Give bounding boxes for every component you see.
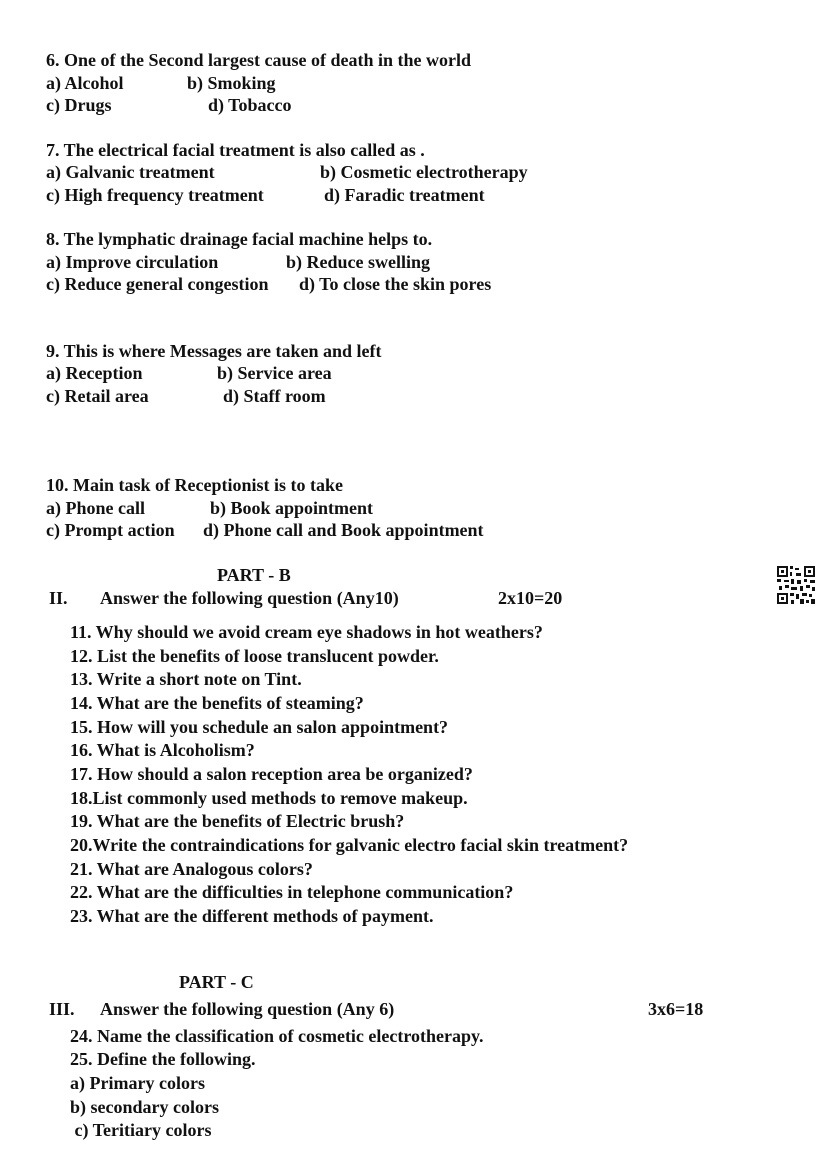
q7-option-a: a) Galvanic treatment [46, 162, 215, 182]
part-c-title: PART - C [179, 972, 254, 992]
part-c-marks: 3x6=18 [648, 999, 704, 1019]
list-item: c) Teritiary colors [70, 1120, 212, 1140]
list-item: 16. What is Alcoholism? [70, 740, 255, 760]
q7-stem: 7. The electrical facial treatment is also called as . [46, 140, 425, 160]
q9-stem: 9. This is where Messages are taken and left [46, 341, 382, 361]
list-item: 23. What are the different methods of payment. [70, 906, 434, 926]
q8-stem: 8. The lymphatic drainage facial machine helps to. [46, 229, 433, 249]
q9-option-d: d) Staff room [223, 386, 326, 406]
q8-option-d: d) To close the skin pores [299, 274, 492, 294]
q8-option-c: c) Reduce general congestion [46, 274, 269, 294]
q8-option-b: b) Reduce swelling [286, 252, 430, 272]
q10-option-c: c) Prompt action [46, 520, 175, 540]
part-b-marks: 2x10=20 [498, 588, 563, 608]
q10-stem: 10. Main task of Receptionist is to take [46, 475, 343, 495]
q7-option-c: c) High frequency treatment [46, 185, 264, 205]
q10-option-d: d) Phone call and Book appointment [203, 520, 484, 540]
part-c-instruction: Answer the following question (Any 6) [100, 999, 395, 1019]
list-item: a) Primary colors [70, 1073, 205, 1093]
q8-option-a: a) Improve circulation [46, 252, 219, 272]
q7-option-b: b) Cosmetic electrotherapy [320, 162, 528, 182]
q9-option-b: b) Service area [217, 363, 332, 383]
part-c-roman: III. [49, 999, 75, 1019]
list-item: 19. What are the benefits of Electric brush? [70, 811, 405, 831]
list-item: b) secondary colors [70, 1097, 219, 1117]
list-item: 20.Write the contraindications for galvanic electro facial skin treatment? [70, 835, 629, 855]
list-item: 13. Write a short note on Tint. [70, 669, 302, 689]
q6-option-a: a) Alcohol [46, 73, 124, 93]
list-item: 22. What are the difficulties in telephone communication? [70, 882, 514, 902]
q10-option-a: a) Phone call [46, 498, 145, 518]
q9-option-c: c) Retail area [46, 386, 149, 406]
part-b-instruction: Answer the following question (Any10) [100, 588, 399, 608]
part-b-roman: II. [49, 588, 68, 608]
q6-stem: 6. One of the Second largest cause of death in the world [46, 50, 471, 70]
q6-option-b: b) Smoking [187, 73, 276, 93]
q10-option-b: b) Book appointment [210, 498, 374, 518]
qr-code-icon [776, 565, 816, 605]
list-item: 11. Why should we avoid cream eye shadows in hot weathers? [70, 622, 543, 642]
list-item: 17. How should a salon reception area be organized? [70, 764, 473, 784]
list-item: 25. Define the following. [70, 1049, 256, 1069]
list-item: 14. What are the benefits of steaming? [70, 693, 364, 713]
q6-option-c: c) Drugs [46, 95, 112, 115]
q6-option-d: d) Tobacco [208, 95, 292, 115]
list-item: 15. How will you schedule an salon appointment? [70, 717, 449, 737]
list-item: 24. Name the classification of cosmetic electrotherapy. [70, 1026, 484, 1046]
list-item: 18.List commonly used methods to remove makeup. [70, 788, 468, 808]
list-item: 21. What are Analogous colors? [70, 859, 313, 879]
q7-option-d: d) Faradic treatment [324, 185, 485, 205]
part-b-title: PART - B [217, 565, 291, 585]
list-item: 12. List the benefits of loose translucent powder. [70, 646, 439, 666]
q9-option-a: a) Reception [46, 363, 143, 383]
